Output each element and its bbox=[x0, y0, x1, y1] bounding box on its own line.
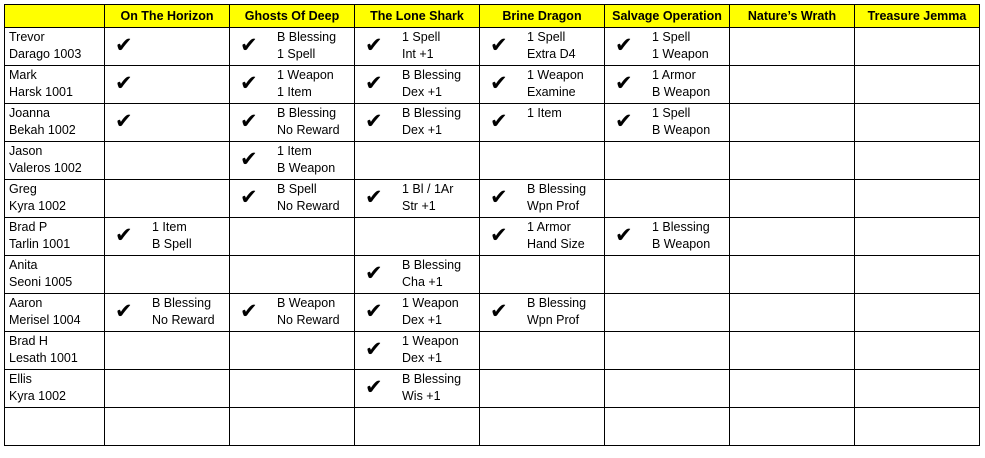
scenario-cell bbox=[480, 180, 605, 218]
player-row bbox=[5, 294, 980, 332]
reward-text: Dex +1 bbox=[402, 85, 442, 99]
scenario-cell bbox=[230, 104, 355, 142]
reward-list bbox=[402, 181, 453, 215]
scenario-cell bbox=[355, 66, 480, 104]
reward-text: Int +1 bbox=[402, 47, 434, 61]
reward-text: B Blessing bbox=[402, 68, 462, 82]
reward-text: B Blessing bbox=[527, 182, 587, 196]
reward-text: 1 Weapon bbox=[527, 68, 584, 82]
scenario-progress-table bbox=[4, 4, 980, 446]
scenario-cell bbox=[855, 142, 980, 180]
character-name: Darago 1003 bbox=[9, 47, 82, 61]
reward-text: B Blessing bbox=[277, 30, 337, 44]
player-name: Anita bbox=[9, 258, 38, 272]
reward-text: Wis +1 bbox=[402, 389, 441, 403]
reward-text: 1 Blessing bbox=[652, 220, 710, 234]
reward-list bbox=[527, 295, 586, 329]
scenario-cell bbox=[605, 332, 730, 370]
reward-list bbox=[402, 257, 461, 291]
scenario-cell bbox=[105, 332, 230, 370]
reward-text: No Reward bbox=[152, 313, 215, 327]
scenario-cell bbox=[605, 28, 730, 66]
reward-list bbox=[277, 295, 340, 329]
scenario-cell bbox=[855, 180, 980, 218]
reward-text: B Blessing bbox=[402, 372, 462, 386]
reward-list bbox=[277, 67, 334, 101]
scenario-cell bbox=[730, 294, 855, 332]
scenario-cell bbox=[105, 104, 230, 142]
reward-text: 1 Spell bbox=[527, 30, 566, 44]
scenario-cell bbox=[230, 142, 355, 180]
reward-text: Wpn Prof bbox=[527, 313, 580, 327]
reward-text: Hand Size bbox=[527, 237, 585, 251]
reward-text: Wpn Prof bbox=[527, 199, 580, 213]
scenario-cell bbox=[480, 218, 605, 256]
scenario-cell bbox=[605, 256, 730, 294]
reward-list bbox=[277, 29, 336, 63]
reward-text: B Spell bbox=[152, 237, 192, 251]
scenario-cell bbox=[605, 142, 730, 180]
scenario-header: Salvage Operation bbox=[605, 5, 730, 28]
player-row bbox=[5, 218, 980, 256]
reward-text: 1 Bl / 1Ar bbox=[402, 182, 454, 196]
checkmark-icon: ✔ bbox=[490, 299, 508, 323]
reward-text: Dex +1 bbox=[402, 123, 442, 137]
player-row bbox=[5, 256, 980, 294]
reward-text: 1 Item bbox=[277, 144, 312, 158]
scenario-cell bbox=[230, 180, 355, 218]
checkmark-icon: ✔ bbox=[115, 223, 133, 247]
scenario-cell bbox=[355, 104, 480, 142]
reward-list bbox=[527, 181, 586, 215]
scenario-cell bbox=[480, 332, 605, 370]
scenario-cell bbox=[730, 256, 855, 294]
scenario-cell bbox=[605, 218, 730, 256]
checkmark-icon: ✔ bbox=[365, 375, 383, 399]
scenario-cell bbox=[355, 256, 480, 294]
player-name: Greg bbox=[9, 182, 37, 196]
reward-text: 1 Item bbox=[527, 106, 562, 120]
player-name: Mark bbox=[9, 68, 37, 82]
checkmark-icon: ✔ bbox=[115, 299, 133, 323]
reward-list bbox=[402, 105, 461, 139]
table-body bbox=[5, 28, 980, 446]
player-name: Ellis bbox=[9, 372, 32, 386]
scenario-header: Brine Dragon bbox=[480, 5, 605, 28]
player-row bbox=[5, 180, 980, 218]
checkmark-icon: ✔ bbox=[240, 299, 258, 323]
scenario-cell bbox=[105, 256, 230, 294]
checkmark-icon: ✔ bbox=[115, 109, 133, 133]
reward-text: 1 Spell bbox=[652, 30, 691, 44]
player-cell bbox=[5, 66, 105, 104]
player-row bbox=[5, 104, 980, 142]
reward-text: No Reward bbox=[277, 123, 340, 137]
checkmark-icon: ✔ bbox=[365, 185, 383, 209]
reward-list bbox=[152, 219, 192, 253]
scenario-cell bbox=[605, 66, 730, 104]
scenario-cell bbox=[230, 332, 355, 370]
reward-text: 1 Item bbox=[277, 85, 312, 99]
checkmark-icon: ✔ bbox=[240, 71, 258, 95]
reward-list bbox=[402, 295, 459, 329]
scenario-cell bbox=[105, 370, 230, 408]
reward-text: No Reward bbox=[277, 199, 340, 213]
scenario-cell bbox=[105, 66, 230, 104]
scenario-cell bbox=[480, 294, 605, 332]
scenario-cell bbox=[105, 218, 230, 256]
player-cell bbox=[5, 28, 105, 66]
checkmark-icon: ✔ bbox=[115, 33, 133, 57]
reward-text: Dex +1 bbox=[402, 351, 442, 365]
scenario-header: Nature’s Wrath bbox=[730, 5, 855, 28]
checkmark-icon: ✔ bbox=[365, 337, 383, 361]
scenario-cell bbox=[355, 180, 480, 218]
reward-text: B Weapon bbox=[652, 85, 711, 99]
scenario-header: The Lone Shark bbox=[355, 5, 480, 28]
scenario-cell bbox=[730, 332, 855, 370]
reward-text: Dex +1 bbox=[402, 313, 442, 327]
empty-cell bbox=[480, 408, 605, 446]
character-name: Kyra 1002 bbox=[9, 389, 66, 403]
reward-text: 1 Weapon bbox=[277, 68, 334, 82]
scenario-cell bbox=[855, 218, 980, 256]
reward-list bbox=[402, 29, 440, 63]
empty-cell bbox=[105, 408, 230, 446]
checkmark-icon: ✔ bbox=[365, 261, 383, 285]
scenario-cell bbox=[480, 104, 605, 142]
reward-list bbox=[652, 219, 710, 253]
reward-text: 1 Item bbox=[152, 220, 187, 234]
checkmark-icon: ✔ bbox=[615, 223, 633, 247]
scenario-cell bbox=[730, 370, 855, 408]
blank-row bbox=[5, 408, 980, 446]
scenario-cell bbox=[605, 294, 730, 332]
scenario-cell bbox=[605, 180, 730, 218]
reward-list bbox=[277, 143, 335, 177]
reward-text: B Weapon bbox=[652, 237, 711, 251]
reward-text: B Blessing bbox=[527, 296, 587, 310]
reward-text: 1 Weapon bbox=[652, 47, 709, 61]
scenario-cell bbox=[730, 104, 855, 142]
empty-cell bbox=[230, 408, 355, 446]
player-cell bbox=[5, 104, 105, 142]
scenario-cell bbox=[855, 332, 980, 370]
checkmark-icon: ✔ bbox=[490, 33, 508, 57]
progress-sheet bbox=[4, 4, 979, 451]
reward-list bbox=[277, 181, 340, 215]
character-name: Merisel 1004 bbox=[9, 313, 81, 327]
scenario-cell bbox=[355, 142, 480, 180]
reward-text: 1 Spell bbox=[277, 47, 316, 61]
scenario-cell bbox=[355, 370, 480, 408]
scenario-cell bbox=[355, 294, 480, 332]
scenario-cell bbox=[855, 370, 980, 408]
checkmark-icon: ✔ bbox=[240, 109, 258, 133]
scenario-cell bbox=[855, 28, 980, 66]
reward-text: B Blessing bbox=[402, 258, 462, 272]
checkmark-icon: ✔ bbox=[615, 109, 633, 133]
reward-text: B Blessing bbox=[277, 106, 337, 120]
scenario-cell bbox=[730, 28, 855, 66]
reward-list bbox=[652, 67, 710, 101]
scenario-cell bbox=[105, 142, 230, 180]
checkmark-icon: ✔ bbox=[490, 185, 508, 209]
scenario-cell bbox=[105, 180, 230, 218]
empty-cell bbox=[355, 408, 480, 446]
scenario-cell bbox=[105, 294, 230, 332]
player-name: Trevor bbox=[9, 30, 45, 44]
checkmark-icon: ✔ bbox=[240, 33, 258, 57]
player-cell bbox=[5, 180, 105, 218]
scenario-cell bbox=[480, 66, 605, 104]
character-name: Kyra 1002 bbox=[9, 199, 66, 213]
scenario-cell bbox=[230, 370, 355, 408]
player-name: Joanna bbox=[9, 106, 51, 120]
scenario-cell bbox=[730, 218, 855, 256]
player-cell bbox=[5, 142, 105, 180]
reward-text: B Weapon bbox=[277, 161, 336, 175]
checkmark-icon: ✔ bbox=[365, 109, 383, 133]
reward-text: B Weapon bbox=[652, 123, 711, 137]
scenario-cell bbox=[230, 218, 355, 256]
checkmark-icon: ✔ bbox=[365, 33, 383, 57]
checkmark-icon: ✔ bbox=[615, 33, 633, 57]
reward-text: Extra D4 bbox=[527, 47, 576, 61]
scenario-header: Treasure Jemma bbox=[855, 5, 980, 28]
reward-list bbox=[527, 67, 584, 101]
reward-list bbox=[652, 29, 709, 63]
reward-list bbox=[527, 29, 576, 63]
scenario-cell bbox=[355, 332, 480, 370]
scenario-cell bbox=[855, 66, 980, 104]
reward-list bbox=[402, 67, 461, 101]
player-name: Brad H bbox=[9, 334, 48, 348]
checkmark-icon: ✔ bbox=[365, 299, 383, 323]
scenario-cell bbox=[730, 180, 855, 218]
reward-list bbox=[402, 371, 461, 405]
reward-list bbox=[277, 105, 340, 139]
reward-text: B Blessing bbox=[402, 106, 462, 120]
player-row bbox=[5, 66, 980, 104]
reward-list bbox=[527, 105, 562, 122]
character-name: Harsk 1001 bbox=[9, 85, 73, 99]
reward-text: Examine bbox=[527, 85, 576, 99]
reward-text: 1 Spell bbox=[652, 106, 691, 120]
scenario-cell bbox=[855, 104, 980, 142]
reward-text: No Reward bbox=[277, 313, 340, 327]
character-name: Seoni 1005 bbox=[9, 275, 73, 289]
scenario-cell bbox=[730, 66, 855, 104]
scenario-cell bbox=[855, 256, 980, 294]
reward-text: 1 Weapon bbox=[402, 296, 459, 310]
character-name: Tarlin 1001 bbox=[9, 237, 71, 251]
reward-text: Cha +1 bbox=[402, 275, 443, 289]
player-cell bbox=[5, 332, 105, 370]
scenario-cell bbox=[480, 142, 605, 180]
scenario-cell bbox=[855, 294, 980, 332]
empty-cell bbox=[605, 408, 730, 446]
reward-text: Str +1 bbox=[402, 199, 436, 213]
scenario-header: On The Horizon bbox=[105, 5, 230, 28]
player-row bbox=[5, 370, 980, 408]
checkmark-icon: ✔ bbox=[365, 71, 383, 95]
scenario-cell bbox=[480, 370, 605, 408]
scenario-cell bbox=[730, 142, 855, 180]
character-name: Valeros 1002 bbox=[9, 161, 82, 175]
player-cell bbox=[5, 294, 105, 332]
checkmark-icon: ✔ bbox=[490, 223, 508, 247]
reward-list bbox=[527, 219, 585, 253]
checkmark-icon: ✔ bbox=[490, 109, 508, 133]
checkmark-icon: ✔ bbox=[240, 147, 258, 171]
character-name: Bekah 1002 bbox=[9, 123, 76, 137]
scenario-cell bbox=[355, 218, 480, 256]
header-row bbox=[5, 5, 980, 28]
empty-cell bbox=[5, 408, 105, 446]
player-cell bbox=[5, 370, 105, 408]
reward-text: B Blessing bbox=[152, 296, 212, 310]
character-name: Lesath 1001 bbox=[9, 351, 78, 365]
reward-text: B Spell bbox=[277, 182, 317, 196]
checkmark-icon: ✔ bbox=[240, 185, 258, 209]
reward-list bbox=[402, 333, 459, 367]
reward-text: 1 Armor bbox=[652, 68, 696, 82]
empty-cell bbox=[730, 408, 855, 446]
player-row bbox=[5, 142, 980, 180]
scenario-cell bbox=[105, 28, 230, 66]
reward-text: 1 Spell bbox=[402, 30, 441, 44]
player-name: Brad P bbox=[9, 220, 48, 234]
reward-text: 1 Weapon bbox=[402, 334, 459, 348]
player-row bbox=[5, 28, 980, 66]
player-cell bbox=[5, 218, 105, 256]
scenario-cell bbox=[605, 104, 730, 142]
scenario-header: Ghosts Of Deep bbox=[230, 5, 355, 28]
scenario-cell bbox=[480, 256, 605, 294]
reward-list bbox=[652, 105, 710, 139]
scenario-cell bbox=[230, 66, 355, 104]
reward-text: 1 Armor bbox=[527, 220, 571, 234]
scenario-cell bbox=[355, 28, 480, 66]
scenario-cell bbox=[230, 28, 355, 66]
header-corner-cell bbox=[5, 5, 105, 28]
scenario-cell bbox=[605, 370, 730, 408]
checkmark-icon: ✔ bbox=[490, 71, 508, 95]
scenario-cell bbox=[230, 294, 355, 332]
player-name: Aaron bbox=[9, 296, 43, 310]
reward-list bbox=[152, 295, 215, 329]
scenario-cell bbox=[230, 256, 355, 294]
scenario-cell bbox=[480, 28, 605, 66]
checkmark-icon: ✔ bbox=[615, 71, 633, 95]
empty-cell bbox=[855, 408, 980, 446]
player-row bbox=[5, 332, 980, 370]
checkmark-icon: ✔ bbox=[115, 71, 133, 95]
player-cell bbox=[5, 256, 105, 294]
reward-text: B Weapon bbox=[277, 296, 336, 310]
player-name: Jason bbox=[9, 144, 43, 158]
